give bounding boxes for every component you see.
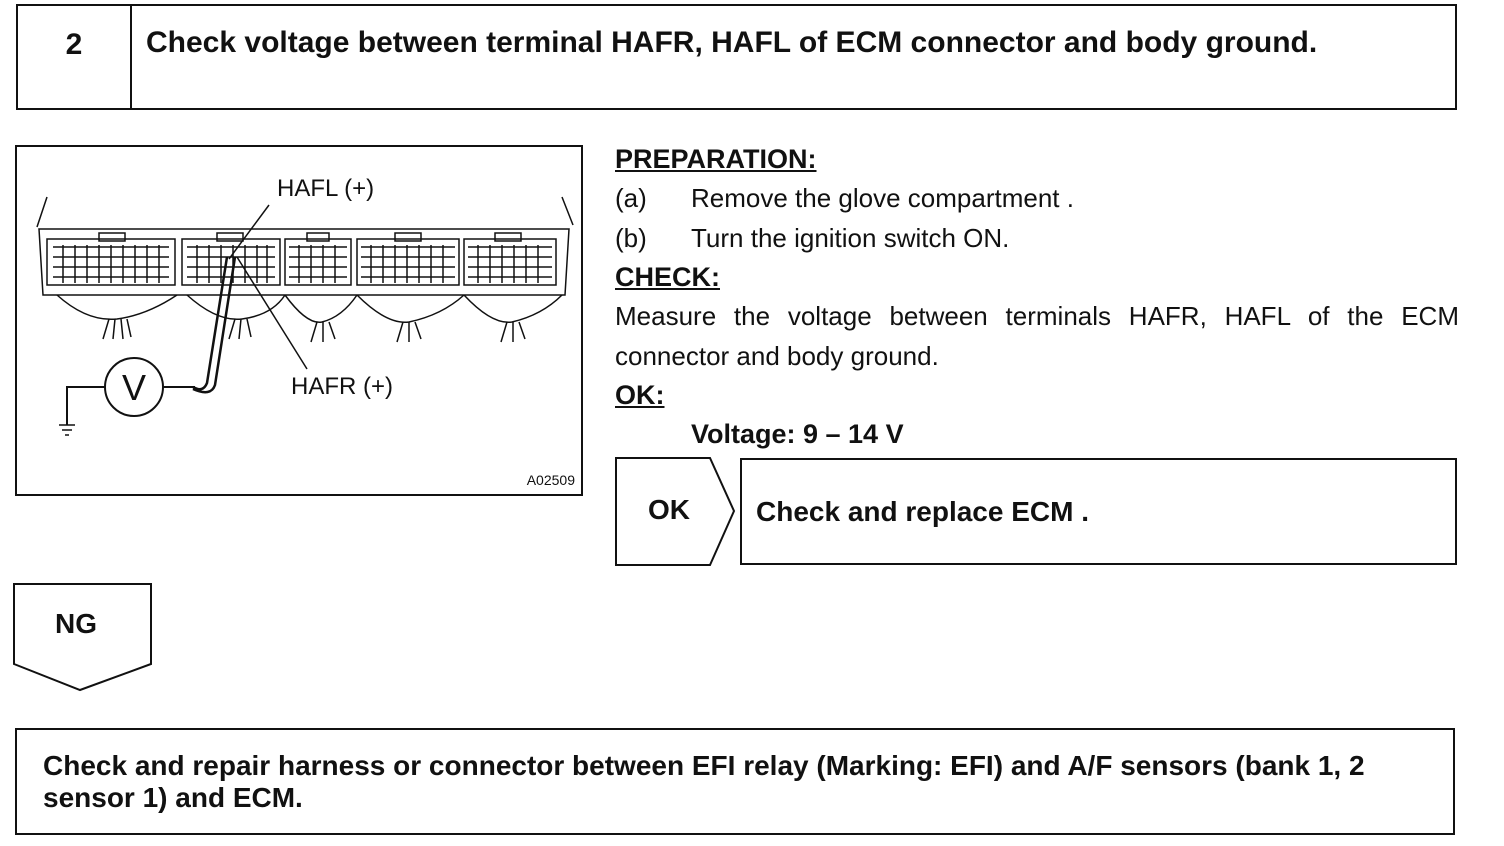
check-text: Measure the voltage between terminals HAFR, HAFL of the ECM connector and body ground. [615,301,1459,371]
ok-action-box [740,458,1457,565]
connector-5 [464,233,556,285]
connector-3 [285,233,351,285]
ok-spec-value: Voltage: 9 – 14 V [691,419,904,449]
preparation-item-text: Turn the ignition switch ON. [691,223,1010,253]
voltmeter-symbol: V [121,367,147,408]
connector-4 [357,233,459,285]
figure-code: A02509 [526,472,575,488]
connector-1 [47,233,175,285]
step-title: Check voltage between terminal HAFR, HAFL of ECM connector and body ground. [146,26,1318,59]
preparation-item-key: (a) [615,183,647,213]
ng-action-box [15,728,1455,835]
ecm-connector-diagram [15,145,583,496]
ng-action-text: Check and repair harness or connector between EFI relay (Marking: EFI) and A/F sensors (bank 1, 2 sensor 1) and ECM. [43,750,1365,813]
check-heading: CHECK: [615,262,720,292]
preparation-heading: PREPARATION: [615,144,817,174]
preparation-item [615,218,1459,258]
step-header [16,4,1457,110]
ng-label: NG [55,608,97,639]
label-hafl: HAFL (+) [277,175,375,202]
step-number: 2 [18,6,132,108]
ok-label: OK [648,494,690,525]
preparation-item-text: Remove the glove compartment . [691,183,1074,213]
label-hafr: HAFR (+) [291,373,393,400]
preparation-item-key: (b) [615,223,647,253]
ok-action-text: Check and replace ECM . [756,495,1090,527]
instructions [615,140,1459,454]
ok-spec-heading: OK: [615,380,665,410]
preparation-item [615,178,1459,218]
